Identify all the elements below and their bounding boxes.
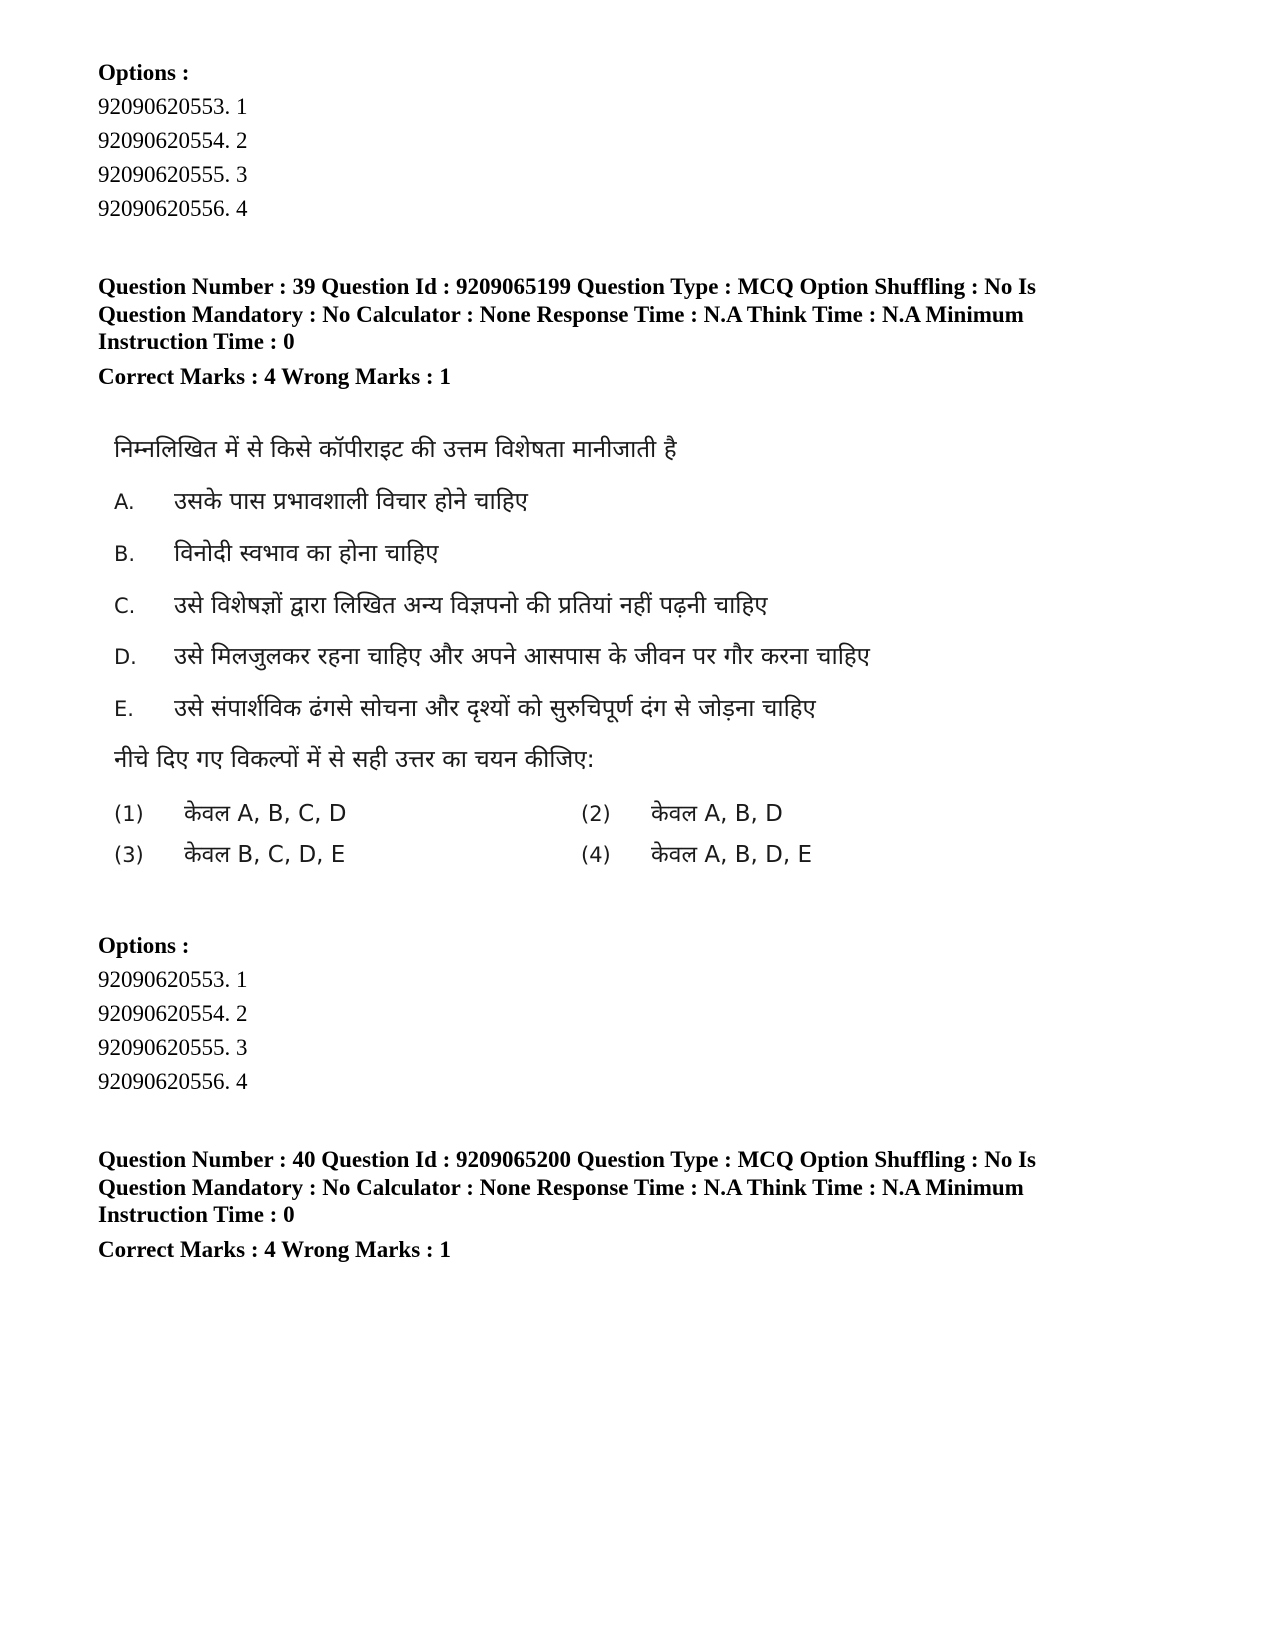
question-meta-line: Question Mandatory : No Calculator : None Response Time : N.A Think Time : N.A Minimum — [98, 1174, 1024, 1200]
statement-c — [114, 588, 768, 623]
options-heading: Options : — [98, 933, 190, 958]
statement-d — [114, 639, 870, 674]
choice-1 — [114, 797, 347, 831]
choice-number: (2) — [581, 802, 611, 826]
choice-number: (3) — [114, 843, 144, 867]
question-meta-line: Instruction Time : 0 — [98, 1202, 295, 1227]
question-meta-line: Question Number : 39 Question Id : 9209065199 Question Type : MCQ Option Shuffling : No Is — [98, 274, 1037, 299]
statement-text: उसे संपार्शविक ढंगसे सोचना और दृश्यों को सुरुचिपूर्ण दंग से जोड़ना चाहिए — [174, 694, 816, 722]
top-options-block — [98, 56, 1188, 226]
question-marks: Correct Marks : 4 Wrong Marks : 1 — [98, 363, 451, 389]
question-39-header — [98, 273, 1188, 417]
question-meta-line: Question Mandatory : No Calculator : None Response Time : N.A Think Time : N.A Minimum — [98, 301, 1024, 327]
choice-text: केवल A, B, D — [651, 801, 783, 827]
statement-text: उसे विशेषज्ञों द्वारा लिखित अन्य विज्ञपनो की प्रतियां नहीं पढ़नी चाहिए — [174, 591, 768, 619]
statement-label: C. — [114, 594, 136, 618]
options-heading: Options : — [98, 60, 190, 85]
option-line: 92090620554. 2 — [98, 128, 248, 153]
option-line: 92090620556. 4 — [98, 196, 248, 221]
option-line: 92090620555. 3 — [98, 162, 248, 187]
statement-label: D. — [114, 645, 137, 669]
question-meta-line: Instruction Time : 0 — [98, 329, 295, 354]
question-marks: Correct Marks : 4 Wrong Marks : 1 — [98, 1236, 451, 1262]
statement-label: B. — [114, 542, 136, 566]
question-stem: निम्नलिखित में से किसे कॉपीराइट की उत्तम विशेषता मानीजाती है — [114, 435, 677, 463]
question-39-options — [98, 929, 1188, 1099]
question-instruction: नीचे दिए गए विकल्पों में से सही उत्तर का चयन कीजिए: — [114, 745, 595, 773]
choice-3 — [114, 838, 345, 872]
option-line: 92090620556. 4 — [98, 1069, 248, 1094]
statement-text: उसे मिलजुलकर रहना चाहिए और अपने आसपास के जीवन पर गौर करना चाहिए — [174, 642, 870, 670]
choice-text: केवल B, C, D, E — [184, 842, 346, 868]
choice-4 — [581, 838, 812, 872]
statement-label: E. — [114, 697, 134, 721]
choice-text: केवल A, B, C, D — [184, 801, 347, 827]
statement-e — [114, 691, 816, 726]
option-line: 92090620555. 3 — [98, 1035, 248, 1060]
question-40-header — [98, 1146, 1188, 1290]
choice-text: केवल A, B, D, E — [651, 842, 812, 868]
statement-a — [114, 484, 528, 519]
statement-label: A. — [114, 490, 135, 514]
question-meta-line: Question Number : 40 Question Id : 9209065200 Question Type : MCQ Option Shuffling : No Is — [98, 1147, 1037, 1172]
option-line: 92090620554. 2 — [98, 1001, 248, 1026]
choice-number: (4) — [581, 843, 611, 867]
statement-b — [114, 536, 439, 571]
option-line: 92090620553. 1 — [98, 967, 248, 992]
statement-text: विनोदी स्वभाव का होना चाहिए — [174, 539, 439, 567]
option-line: 92090620553. 1 — [98, 94, 248, 119]
choice-number: (1) — [114, 802, 144, 826]
choice-2 — [581, 797, 783, 831]
statement-text: उसके पास प्रभावशाली विचार होने चाहिए — [174, 487, 528, 515]
